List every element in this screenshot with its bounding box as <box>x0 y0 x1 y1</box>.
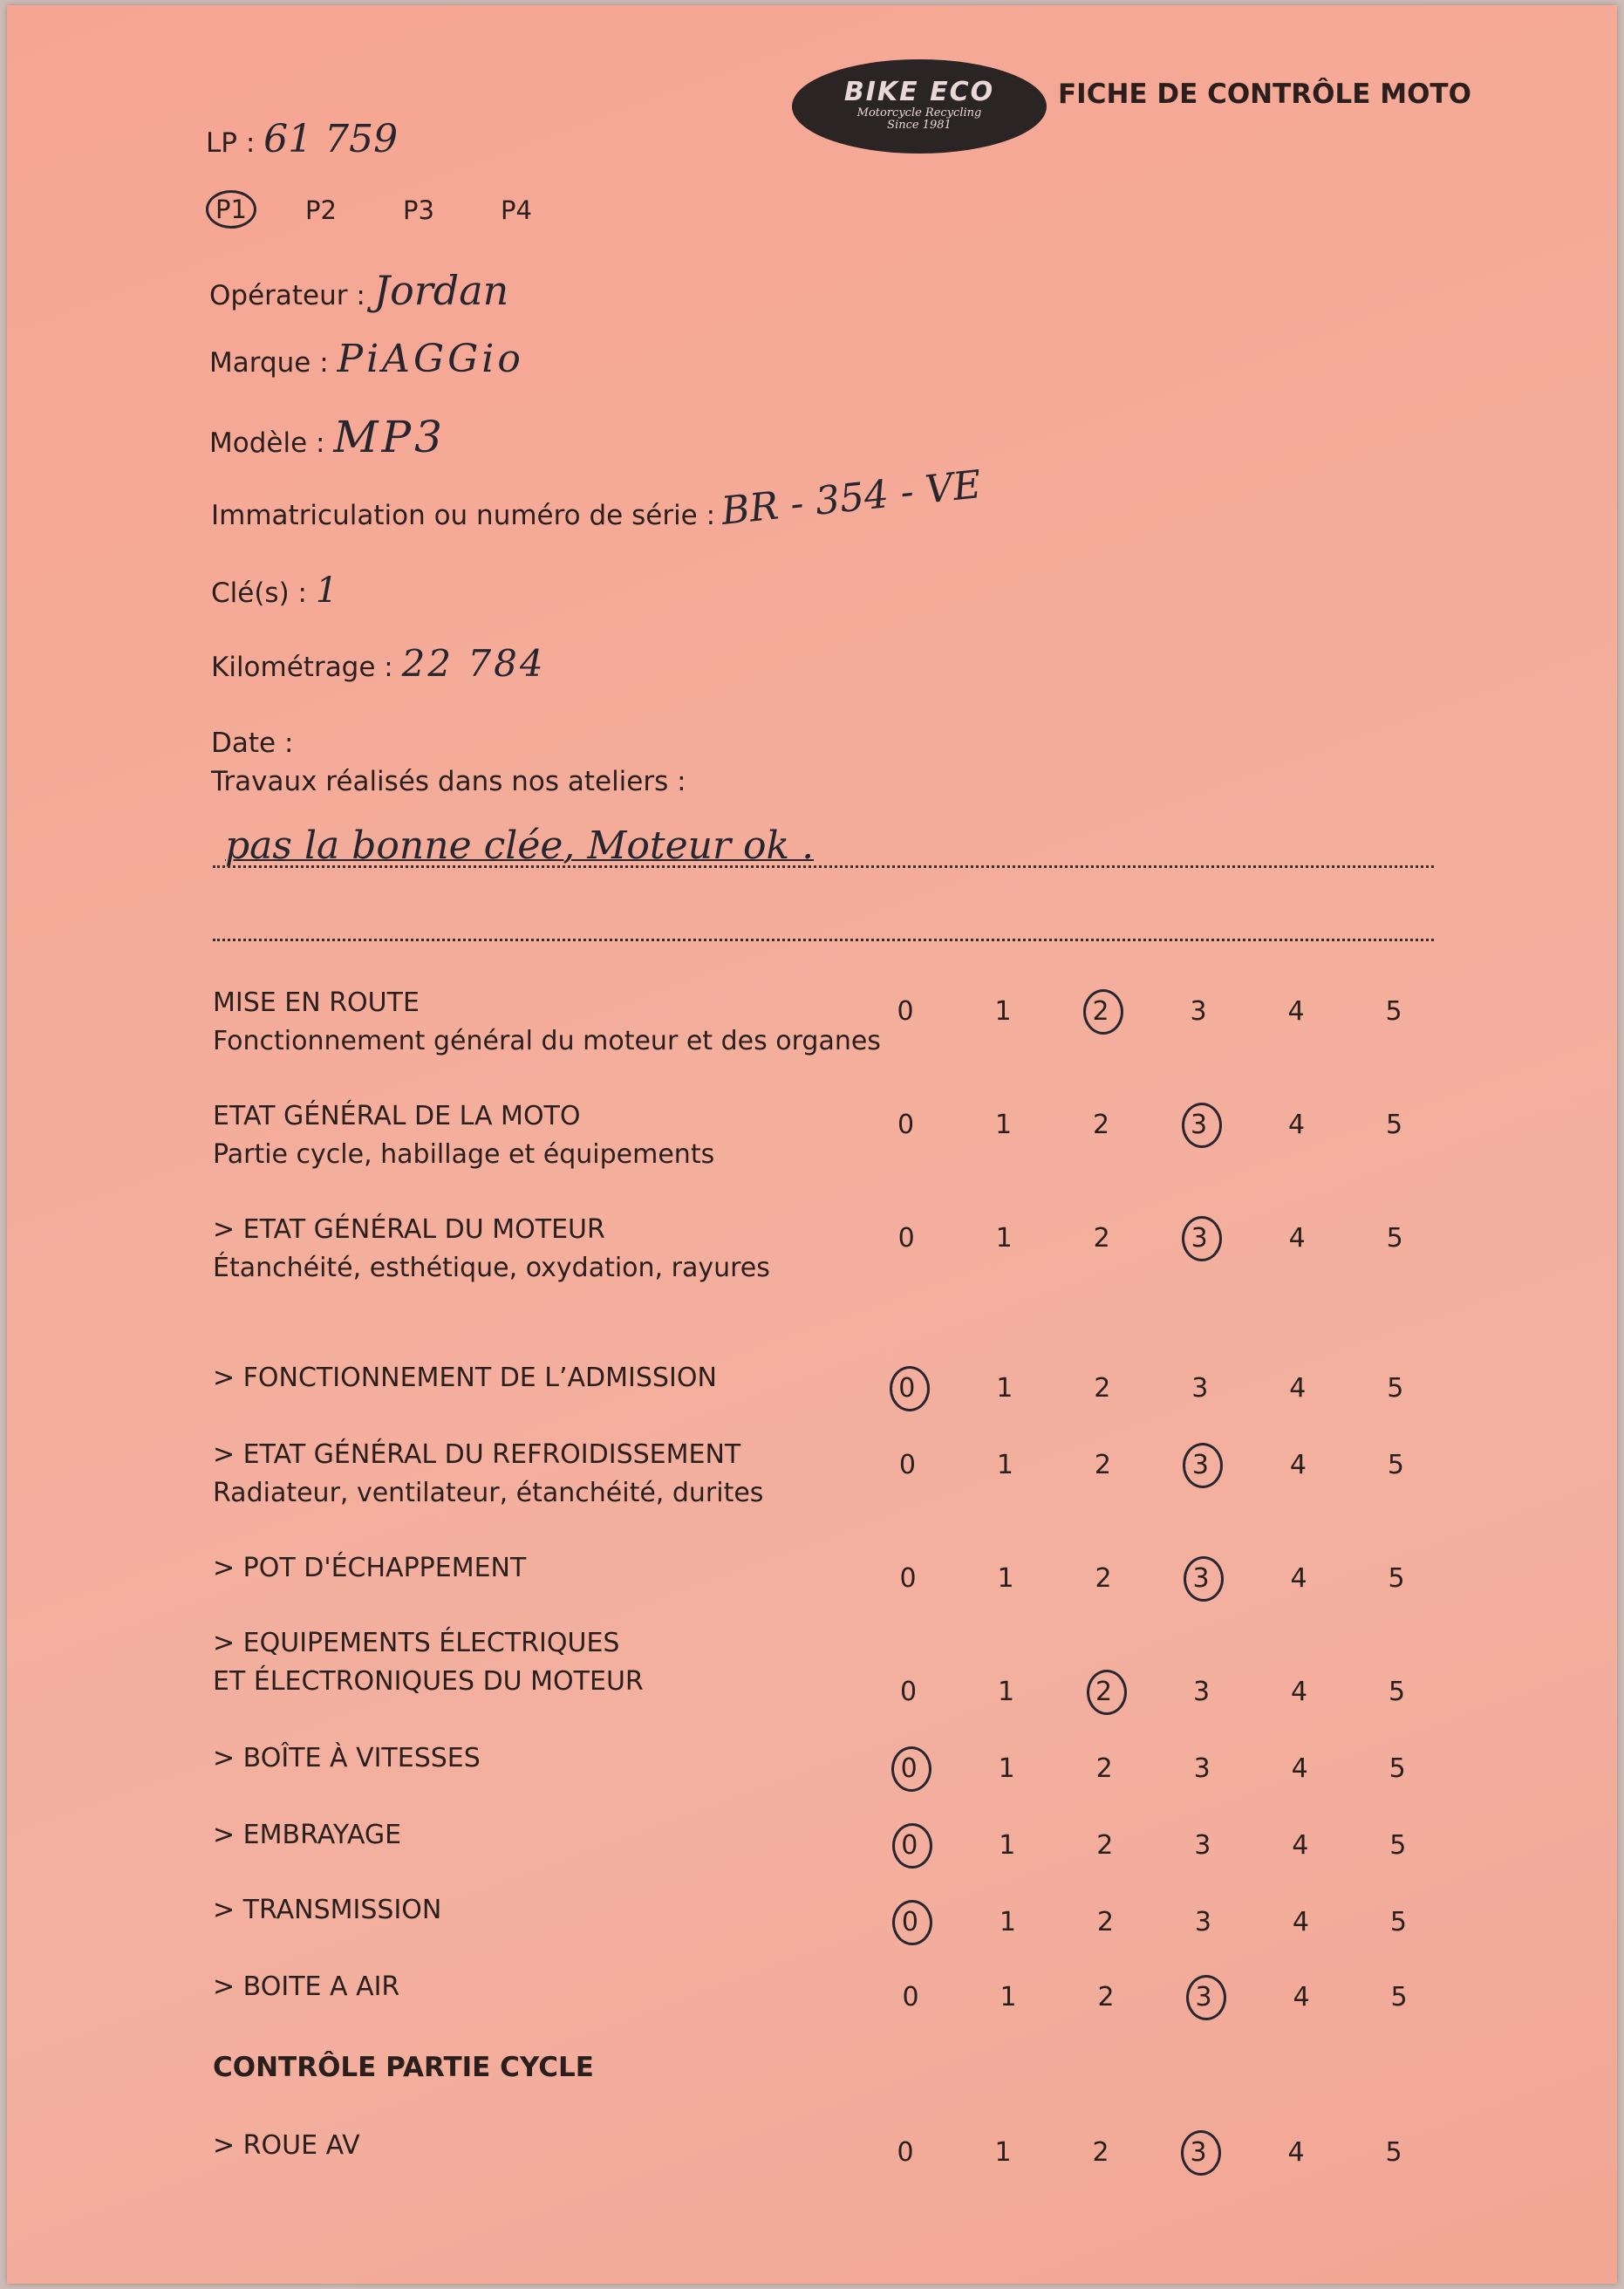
criterion-title: > ETAT GÉNÉRAL DU MOTEUR <box>213 1214 605 1245</box>
modele-label: Modèle : <box>209 427 325 459</box>
control-sheet <box>7 5 1617 2284</box>
score-option-3[interactable]: 3 <box>1191 1373 1209 1404</box>
km-value: 22 784 <box>401 642 546 685</box>
score-option-0[interactable]: 0 <box>902 1982 919 2012</box>
criterion-title: > EQUIPEMENTS ÉLECTRIQUES <box>213 1628 620 1658</box>
marque-value: PiAGGio <box>337 337 524 381</box>
logo-tagline: Motorcycle Recycling <box>856 106 982 120</box>
cles-field <box>211 571 338 611</box>
immat-label: Immatriculation ou numéro de série : <box>211 500 716 531</box>
score-option-1[interactable]: 1 <box>998 1677 1015 1707</box>
score-option-3[interactable]: 3 <box>1194 1907 1211 1937</box>
criterion-subtitle: Étanchéité, esthétique, oxydation, rayures <box>213 1253 770 1283</box>
section-partie-cycle: CONTRÔLE PARTIE CYCLE <box>213 2052 594 2083</box>
immat-field <box>211 462 985 534</box>
score-option-2[interactable]: 2 <box>1095 1563 1112 1594</box>
logo-since: Since 1981 <box>887 119 952 132</box>
score-option-5[interactable]: 5 <box>1386 1110 1403 1140</box>
criterion-title: > ROUE AV <box>213 2130 360 2161</box>
lp-value: 61 759 <box>263 117 399 161</box>
score-option-0[interactable]: 0 <box>897 2137 914 2168</box>
cles-value: 1 <box>315 571 338 611</box>
score-option-5[interactable]: 5 <box>1386 1223 1403 1254</box>
score-option-3-selected[interactable]: 3 <box>1173 1223 1225 1254</box>
score-option-4[interactable]: 4 <box>1292 1830 1309 1861</box>
score-option-4[interactable]: 4 <box>1287 2137 1305 2168</box>
bike-eco-logo <box>792 59 1047 154</box>
criterion-title: ETAT GÉNÉRAL DE LA MOTO <box>213 1101 581 1131</box>
modele-value: MP3 <box>333 412 446 462</box>
criterion-title: > EMBRAYAGE <box>213 1820 402 1850</box>
score-option-5[interactable]: 5 <box>1390 1982 1408 2012</box>
position-option-p2[interactable]: P2 <box>305 195 337 225</box>
score-option-1[interactable]: 1 <box>995 1110 1013 1140</box>
score-option-3-selected[interactable]: 3 <box>1175 1563 1227 1594</box>
score-option-0[interactable]: 0 <box>900 1677 918 1707</box>
score-option-5[interactable]: 5 <box>1387 1450 1404 1480</box>
score-option-3[interactable]: 3 <box>1193 1753 1211 1784</box>
score-option-0[interactable]: 0 <box>897 1110 915 1140</box>
criterion-subtitle: Fonctionnement général du moteur et des organes <box>213 1026 881 1056</box>
score-option-4[interactable]: 4 <box>1288 1223 1306 1254</box>
lp-field <box>206 117 398 161</box>
criterion-subtitle: Partie cycle, habillage et équipements <box>213 1139 715 1170</box>
score-option-0-selected[interactable]: 0 <box>884 1907 936 1937</box>
score-option-4[interactable]: 4 <box>1289 1450 1307 1480</box>
score-option-0-selected[interactable]: 0 <box>881 1373 933 1404</box>
score-option-3-selected[interactable]: 3 <box>1174 1450 1226 1480</box>
score-option-2-selected[interactable]: 2 <box>1078 1677 1130 1707</box>
score-option-1[interactable]: 1 <box>994 2137 1012 2168</box>
operateur-label: Opérateur : <box>209 280 365 311</box>
score-option-1[interactable]: 1 <box>994 996 1012 1027</box>
score-option-5[interactable]: 5 <box>1389 1753 1406 1784</box>
score-option-4[interactable]: 4 <box>1293 1982 1310 2012</box>
score-option-1[interactable]: 1 <box>996 1450 1013 1480</box>
score-option-1[interactable]: 1 <box>995 1223 1013 1254</box>
score-option-5[interactable]: 5 <box>1388 1563 1405 1594</box>
modele-field <box>209 412 446 462</box>
score-option-1[interactable]: 1 <box>999 1830 1016 1861</box>
score-option-2[interactable]: 2 <box>1096 1907 1114 1937</box>
score-option-5[interactable]: 5 <box>1385 2137 1402 2168</box>
criterion-title: > BOITE A AIR <box>213 1971 400 2002</box>
operateur-value: Jordan <box>373 267 509 314</box>
score-option-2-selected[interactable]: 2 <box>1075 996 1127 1027</box>
score-option-1[interactable]: 1 <box>998 1753 1015 1784</box>
score-option-2[interactable]: 2 <box>1097 1982 1115 2012</box>
dotted-line-2 <box>213 939 1434 941</box>
travaux-value: pas la bonne clée, Moteur ok . <box>225 823 815 868</box>
score-option-1[interactable]: 1 <box>1000 1982 1017 2012</box>
immat-value: BR - 354 - VE <box>719 462 984 534</box>
lp-label: LP : <box>206 127 256 159</box>
score-option-0[interactable]: 0 <box>899 1563 917 1594</box>
score-option-2[interactable]: 2 <box>1093 1223 1110 1254</box>
score-option-4[interactable]: 4 <box>1289 1373 1307 1404</box>
score-option-4[interactable]: 4 <box>1291 1677 1308 1707</box>
criterion-subtitle: Radiateur, ventilateur, étanchéité, durites <box>213 1478 764 1508</box>
score-option-4[interactable]: 4 <box>1288 1110 1306 1140</box>
score-option-2[interactable]: 2 <box>1096 1830 1114 1861</box>
score-option-3-selected[interactable]: 3 <box>1172 2137 1225 2168</box>
score-option-0[interactable]: 0 <box>897 1223 915 1254</box>
score-option-5[interactable]: 5 <box>1389 1830 1407 1861</box>
form-title: FICHE DE CONTRÔLE MOTO <box>1058 79 1471 110</box>
criterion-title: > POT D'ÉCHAPPEMENT <box>213 1553 527 1583</box>
position-option-p1[interactable]: P1 <box>206 190 256 229</box>
score-option-5[interactable]: 5 <box>1387 1373 1404 1404</box>
operateur-field <box>209 267 508 314</box>
logo-name: BIKE ECO <box>843 77 995 107</box>
marque-field <box>209 337 524 381</box>
criterion-title: > FONCTIONNEMENT DE L’ADMISSION <box>213 1363 717 1393</box>
criterion-title: > BOÎTE À VITESSES <box>213 1743 481 1773</box>
score-option-5[interactable]: 5 <box>1389 1677 1406 1707</box>
criterion-title: > TRANSMISSION <box>213 1895 442 1925</box>
criterion-subtitle: ET ÉLECTRONIQUES DU MOTEUR <box>213 1666 644 1697</box>
position-option-p4[interactable]: P4 <box>501 195 532 225</box>
score-option-2[interactable]: 2 <box>1094 1450 1111 1480</box>
score-option-0[interactable]: 0 <box>898 1450 916 1480</box>
travaux-label: Travaux réalisés dans nos ateliers : <box>211 766 686 797</box>
score-option-2[interactable]: 2 <box>1094 1373 1111 1404</box>
score-option-4[interactable]: 4 <box>1292 1907 1309 1937</box>
cles-label: Clé(s) : <box>211 577 307 609</box>
criterion-title: MISE EN ROUTE <box>213 987 420 1018</box>
score-option-0-selected[interactable]: 0 <box>883 1753 935 1784</box>
score-option-3-selected[interactable]: 3 <box>1173 1110 1225 1140</box>
score-option-5[interactable]: 5 <box>1385 996 1402 1027</box>
score-option-4[interactable]: 4 <box>1291 1753 1308 1784</box>
score-option-1[interactable]: 1 <box>997 1563 1014 1594</box>
km-label: Kilométrage : <box>211 652 393 683</box>
score-option-0[interactable]: 0 <box>897 996 914 1027</box>
date-label: Date : <box>211 728 294 759</box>
dotted-line-1 <box>213 865 1434 868</box>
position-option-p3[interactable]: P3 <box>403 195 434 225</box>
score-option-4[interactable]: 4 <box>1290 1563 1307 1594</box>
score-option-1[interactable]: 1 <box>999 1907 1016 1937</box>
score-option-3-selected[interactable]: 3 <box>1177 1982 1230 2012</box>
score-option-3[interactable]: 3 <box>1194 1830 1211 1861</box>
score-option-2[interactable]: 2 <box>1092 2137 1109 2168</box>
score-option-2[interactable]: 2 <box>1095 1753 1113 1784</box>
score-option-2[interactable]: 2 <box>1093 1110 1110 1140</box>
score-option-3[interactable]: 3 <box>1193 1677 1211 1707</box>
score-option-4[interactable]: 4 <box>1287 996 1305 1027</box>
marque-label: Marque : <box>209 347 329 379</box>
km-field <box>211 642 546 685</box>
score-option-3[interactable]: 3 <box>1190 996 1207 1027</box>
score-option-5[interactable]: 5 <box>1389 1907 1407 1937</box>
score-option-1[interactable]: 1 <box>996 1373 1013 1404</box>
score-option-0-selected[interactable]: 0 <box>884 1830 936 1861</box>
criterion-title: > ETAT GÉNÉRAL DU REFROIDISSEMENT <box>213 1439 741 1470</box>
